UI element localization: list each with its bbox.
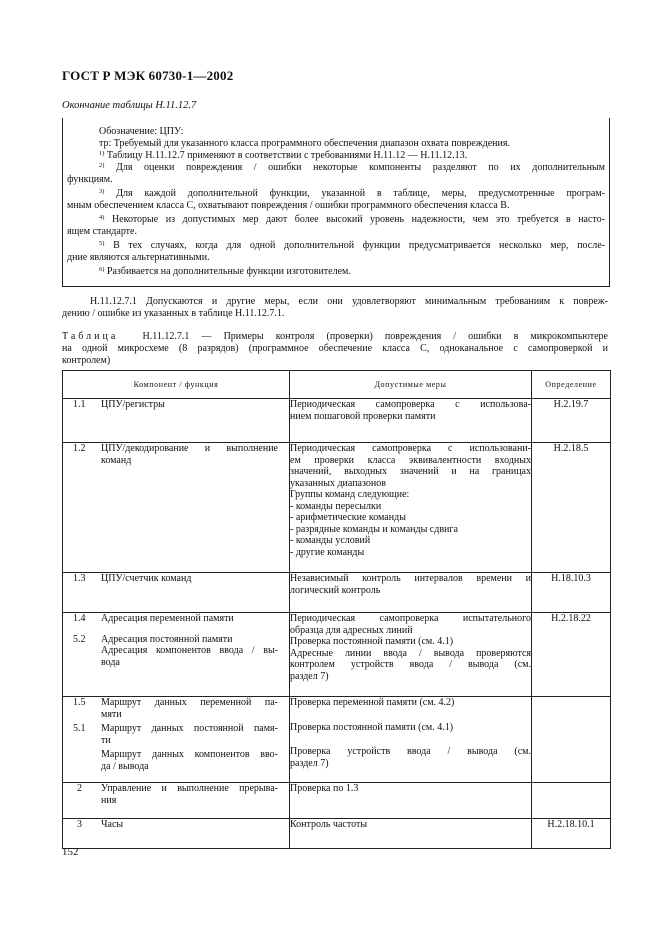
measure-line: нием пошаговой проверки памяти (290, 410, 436, 422)
component-line: ния (101, 794, 117, 806)
table-row (63, 573, 611, 613)
measure-line: - разрядные команды и команды сдвига (290, 523, 458, 535)
component-line: вода (101, 656, 120, 668)
row-number: 2 (77, 783, 82, 794)
page-number: 152 (62, 846, 79, 858)
note-5b: дние являются альтернативными. (67, 252, 210, 263)
component-text (101, 697, 278, 720)
measure-line: - команды условий (290, 535, 371, 546)
component-text: Часы (101, 819, 124, 830)
measure-line: Проверка по 1.3 (290, 783, 359, 794)
note-tr: тр: Требуемый для указанного класса программного обеспечения диапазон охвата повреждения. (99, 138, 510, 149)
definition-ref: Н.18.10.3 (532, 573, 611, 613)
note-3-marker: 3) (99, 188, 105, 195)
measure-line: Контроль частоты (290, 819, 368, 830)
measure-line: Независимый контроль интервалов времени и (290, 573, 531, 584)
definition-ref (532, 783, 611, 819)
measure-line: - команды пересылки (290, 500, 382, 512)
table-row (63, 819, 611, 849)
component-line: ЦПУ/декодирование и выполнение (101, 443, 278, 454)
measure-line: контролем устройств ввода / вывода (см. (290, 659, 531, 670)
component-text (101, 783, 278, 806)
measure-line: Периодическая самопроверка испытательного (290, 613, 531, 624)
note-1-text: Таблицу Н.11.12.7 применяют в соответствии с требованиями Н.11.12 — Н.11.12.13. (104, 150, 468, 161)
component-text (101, 443, 278, 466)
note-3a-text: Для каждой дополнительной функции, указанной в таблице, меры, предусмотренные програм- (104, 188, 605, 199)
component-text: ЦПУ/регистры (101, 399, 165, 410)
measure-line: значений, выходных значений и на границах (290, 466, 531, 477)
row-number: 5.1 (73, 723, 86, 734)
measure-line: Периодическая самопроверка с использова- (290, 399, 531, 410)
component-text (101, 749, 278, 772)
component-text (101, 645, 278, 668)
component-line: команд (101, 454, 132, 466)
component-text: Адресация переменной памяти (101, 613, 234, 624)
measure-line: Группы команд следующие: (290, 489, 410, 500)
note-2-marker: 2) (99, 162, 105, 169)
measure-line: - арифметические команды (290, 512, 406, 523)
caption-line-2: на одной микросхеме (8 разрядов) (программное обеспечение класса С, одноканальное с самопроверкой и (62, 343, 608, 354)
note-2a-text: Для оценки повреждения / ошибки некоторые компоненты разделяют по их дополнительным (104, 162, 605, 173)
document-header: ГОСТ Р МЭК 60730-1—2002 (62, 68, 234, 83)
row-number: 5.2 (73, 633, 86, 645)
component-line: Маршрут данных переменной па- (101, 697, 278, 708)
definition-ref (532, 697, 611, 783)
note-1 (99, 150, 467, 161)
header-measures: Допустимые меры (290, 371, 532, 399)
component-line: ти (101, 734, 111, 746)
measure-line: Проверка устройств ввода / вывода (см. (290, 746, 531, 757)
measure-line: логический контроль (290, 584, 381, 596)
caption-line-1 (62, 331, 608, 343)
note-5a-text: В тех случаях, когда для одной дополнительной функции предусматривается несколько мер, после- (104, 240, 605, 251)
note-4a-text: Некоторые из допустимых мер дают более высокий уровень надежности, чем это требуется в насто- (104, 214, 605, 225)
row-number: 1.5 (73, 697, 86, 708)
measure-line: указанных диапазонов (290, 477, 386, 489)
component-line: Адресация компонентов ввода / вы- (101, 645, 278, 656)
measure-line: раздел 7) (290, 757, 329, 769)
row-number: 1.3 (73, 573, 86, 584)
paragraph-h11-12-7-1 (62, 296, 608, 320)
paragraph-line-1: Н.11.12.7.1 Допускаются и другие меры, если они удовлетворяют минимальным требованиям к повреж- (90, 296, 608, 307)
note-3b: мным обеспечением класса С, охватывают повреждения / ошибки программного обеспечения класса В. (67, 200, 510, 211)
note-5-marker: 5) (99, 240, 105, 247)
measure-line: ем проверки класса эквивалентности входных (290, 454, 531, 466)
component-text: Адресация постоянной памяти (101, 633, 233, 645)
row-number: 3 (77, 819, 82, 830)
note-2a (99, 162, 605, 173)
measure-line: Проверка постоянной памяти (см. 4.1) (290, 636, 454, 647)
component-line: да / вывода (101, 760, 149, 772)
component-line: Маршрут данных постоянной памя- (101, 723, 278, 734)
component-line: мяти (101, 708, 122, 720)
note-4b: ящем стандарте. (67, 226, 137, 237)
definition-ref: Н.2.18.22 (532, 613, 611, 697)
caption-word: Таблица (62, 331, 119, 342)
caption-line-3: контролем) (62, 355, 111, 366)
component-line: Управление и выполнение прерыва- (101, 783, 278, 794)
note-4-marker: 4) (99, 214, 105, 221)
measure-line: Адресные линии ввода / вывода проверяются (290, 647, 531, 659)
table-continuation-label: Окончание таблицы Н.11.12.7 (62, 100, 197, 111)
header-component: Компонент / функция (63, 371, 290, 399)
row-number: 1.4 (73, 613, 86, 624)
measure-line: Периодическая самопроверка с использовани- (290, 443, 531, 454)
definition-ref: Н.2.19.7 (532, 399, 611, 443)
table-row (63, 399, 611, 443)
header-definition: Определение (532, 371, 611, 399)
table-row (63, 443, 611, 573)
definition-ref: Н.2.18.5 (532, 443, 611, 573)
examples-table (62, 370, 611, 849)
measure-line: Проверка постоянной памяти (см. 4.1) (290, 721, 454, 733)
note-6 (99, 266, 351, 277)
table-row (63, 697, 611, 783)
note-2b: функциям. (67, 174, 113, 185)
note-3a (99, 188, 605, 199)
note-designation: Обозначение: ЦПУ: (99, 126, 184, 137)
note-5a (99, 240, 605, 251)
definition-ref: Н.2.18.10.1 (532, 819, 611, 849)
note-1-marker: 1) (99, 150, 105, 157)
note-6-text: Разбивается на дополнительные функции изготовителем. (104, 266, 351, 277)
paragraph-line-2: дению / ошибке из указанных в таблице Н.11.12.7.1. (62, 308, 285, 319)
table-caption (62, 331, 608, 367)
table-row (63, 783, 611, 819)
component-text: ЦПУ/счетчик команд (101, 573, 192, 584)
row-number: 1.1 (73, 399, 86, 410)
measure-line: - другие команды (290, 546, 365, 558)
caption-line-1-text: Н.11.12.7.1 — Примеры контроля (проверки) повреждения / ошибки в микрокомпьютере (142, 331, 608, 342)
note-4a (99, 214, 605, 225)
table-row (63, 613, 611, 697)
row-number: 1.2 (73, 443, 86, 454)
notes-box (62, 118, 610, 287)
measure-line: раздел 7) (290, 670, 329, 682)
measure-line: Проверка переменной памяти (см. 4.2) (290, 697, 455, 708)
measure-line: образца для адресных линий (290, 624, 413, 636)
table-header-row (63, 371, 611, 399)
component-line: Маршрут данных компонентов вво- (101, 749, 278, 760)
note-6-marker: 6) (99, 266, 105, 273)
component-text (101, 723, 278, 746)
